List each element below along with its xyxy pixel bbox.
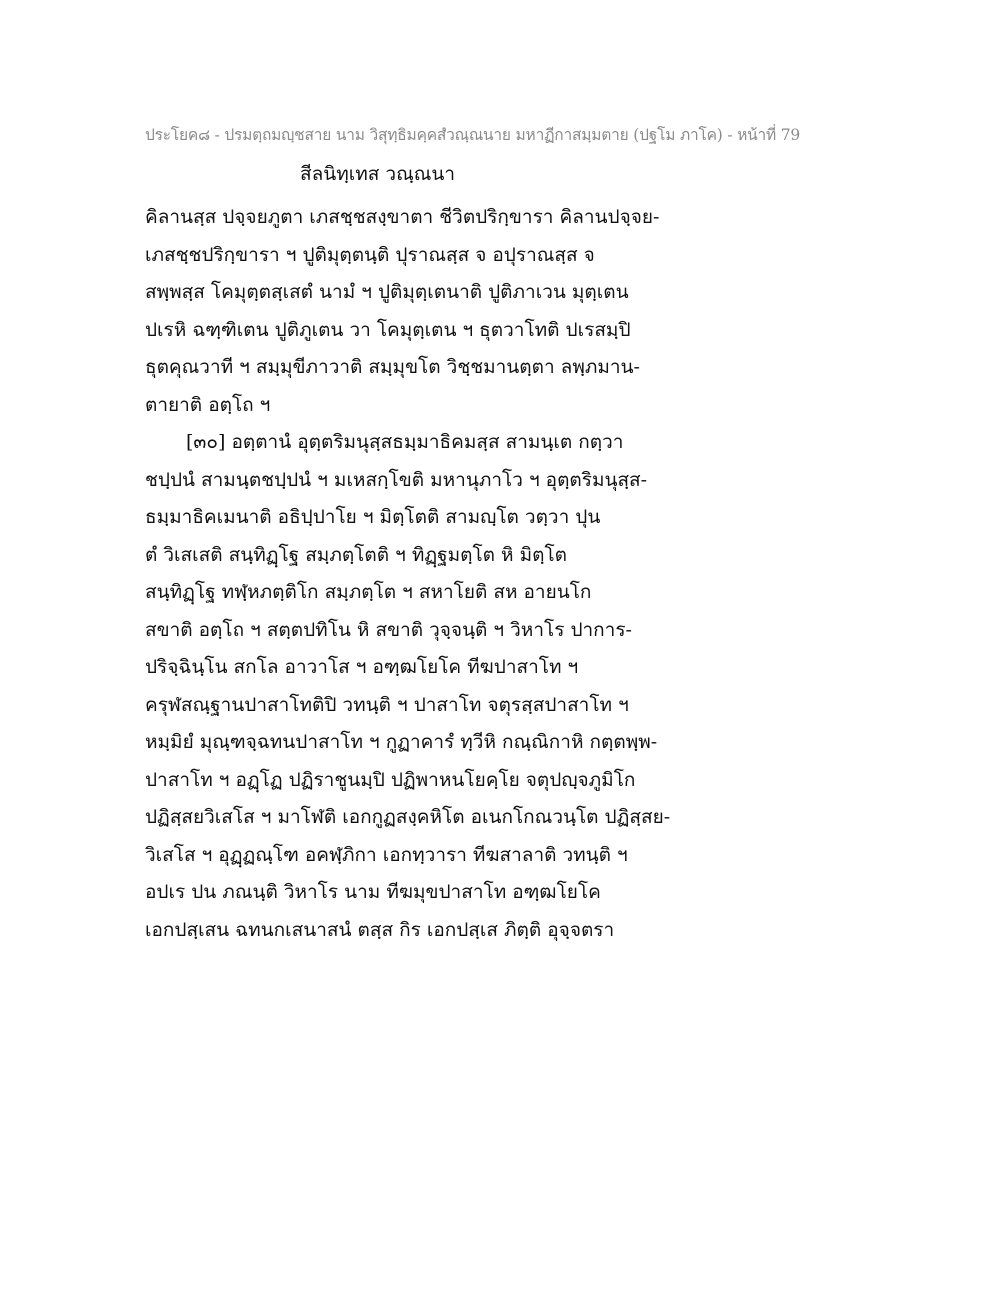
text-line: สขาติ อตฺโถ ฯ สตฺตปทิโน หิ สขาติ วุจฺจนฺติ ฯ วิหาโร ปาการ- bbox=[145, 618, 632, 641]
text-line: สพฺพสฺส โคมุตฺตสฺเสตํ นามํ ฯ ปูติมุตฺเตนาติ ปูติภาเวน มุตฺเตน bbox=[145, 281, 629, 303]
text-line: เอกปสฺเสน ฉทนกเสนาสนํ ตสฺส กิร เอกปสฺเส ภิตฺติ อุจฺจตรา bbox=[145, 918, 615, 941]
paragraph-start-line: [๓๐] อตฺตานํ อุตฺตริมนุสฺสธมฺมาธิคมสฺส สามนฺเต กตฺวา bbox=[186, 431, 624, 453]
text-line: อปเร ปน ภณนฺติ วิหาโร นาม ทีฆมุขปาสาโท อฑฺฒโยโค bbox=[145, 881, 601, 903]
text-line: เภสชฺชปริกฺขารา ฯ ปูติมุตฺตนฺติ ปุราณสฺส จ อปุราณสฺส จ bbox=[145, 243, 595, 266]
text-line: ธุตคุณวาที ฯ สมฺมุขีภาวาติ สมฺมุขโต วิชฺชมานตฺตา ลพฺภมาน- bbox=[145, 356, 640, 378]
text-line: สนฺทิฏฺโฐ ทฬฺหภตฺติโก สมฺภตฺโต ฯ สหาโยติ สห อายนโก bbox=[145, 581, 592, 603]
text-line: ปาสาโท ฯ อฏฺโฏ ปฏิราชูนมฺปิ ปฏิพาหนโยคฺโย จตุปญฺจภูมิโก bbox=[145, 768, 636, 791]
text-line: คิลานสฺส ปจฺจยภูตา เภสชฺชสงฺขาตา ชีวิตปริกฺขารา คิลานปจฺจย- bbox=[145, 206, 660, 228]
text-line: ตํ วิเสเสติ สนฺทิฏฺโฐ สมฺภตฺโตติ ฯ ทิฏฺฐมตฺโต หิ มิตฺโต bbox=[145, 543, 567, 566]
text-line: ธมฺมาธิคเมนาติ อธิปฺปาโย ฯ มิตฺโตติ สามญฺโต วตฺวา ปุน bbox=[145, 506, 601, 528]
text-line: ปริจฺฉินฺโน สกโล อาวาโส ฯ อฑฺฒโยโค ทีฆปาสาโท ฯ bbox=[145, 656, 579, 678]
section-title: สีลนิทฺเทส วณฺณนา bbox=[300, 163, 455, 185]
running-header: ประโยค๘ - ปรมตฺถมญฺชสาย นาม วิสุทฺธิมคฺคสํวณฺณนาย มหาฏีกาสมฺมตาย (ปฐโม ภาโค) - หน้าที่ 79 bbox=[145, 126, 801, 144]
text-line: วิเสโส ฯ อุฏฺฏณฺโฑ อคฬฺภิกา เอกทฺวารา ทีฆสาลาติ วทนฺติ ฯ bbox=[145, 843, 628, 866]
text-line: ปเรหิ ฉฑฺฑิเตน ปูติภูเตน วา โคมุตฺเตน ฯ ธุตวาโทติ ปเรสมฺปิ bbox=[145, 318, 631, 341]
text-line: ครุฬสณฺฐานปาสาโทติปิ วทนฺติ ฯ ปาสาโท จตุรสฺสปาสาโท ฯ bbox=[145, 693, 629, 716]
text-line: ชปฺปนํ สามนฺตชปฺปนํ ฯ มเหสกฺโขติ มหานุภาโว ฯ อุตฺตริมนุสฺส- bbox=[145, 468, 648, 491]
body-text bbox=[145, 200, 705, 950]
text-line: หมฺมิยํ มุณฺฑจฺฉทนปาสาโท ฯ กูฏาคารํ ทฺวีหิ กณฺณิกาหิ กตฺตพฺพ- bbox=[145, 731, 658, 753]
text-line: ปฏิสฺสยวิเสโส ฯ มาโฬติ เอกกูฏสงฺคหิโต อเนกโกณวนฺโต ปฏิสฺสย- bbox=[145, 806, 671, 828]
text-line: ตายาติ อตฺโถ ฯ bbox=[145, 393, 271, 416]
